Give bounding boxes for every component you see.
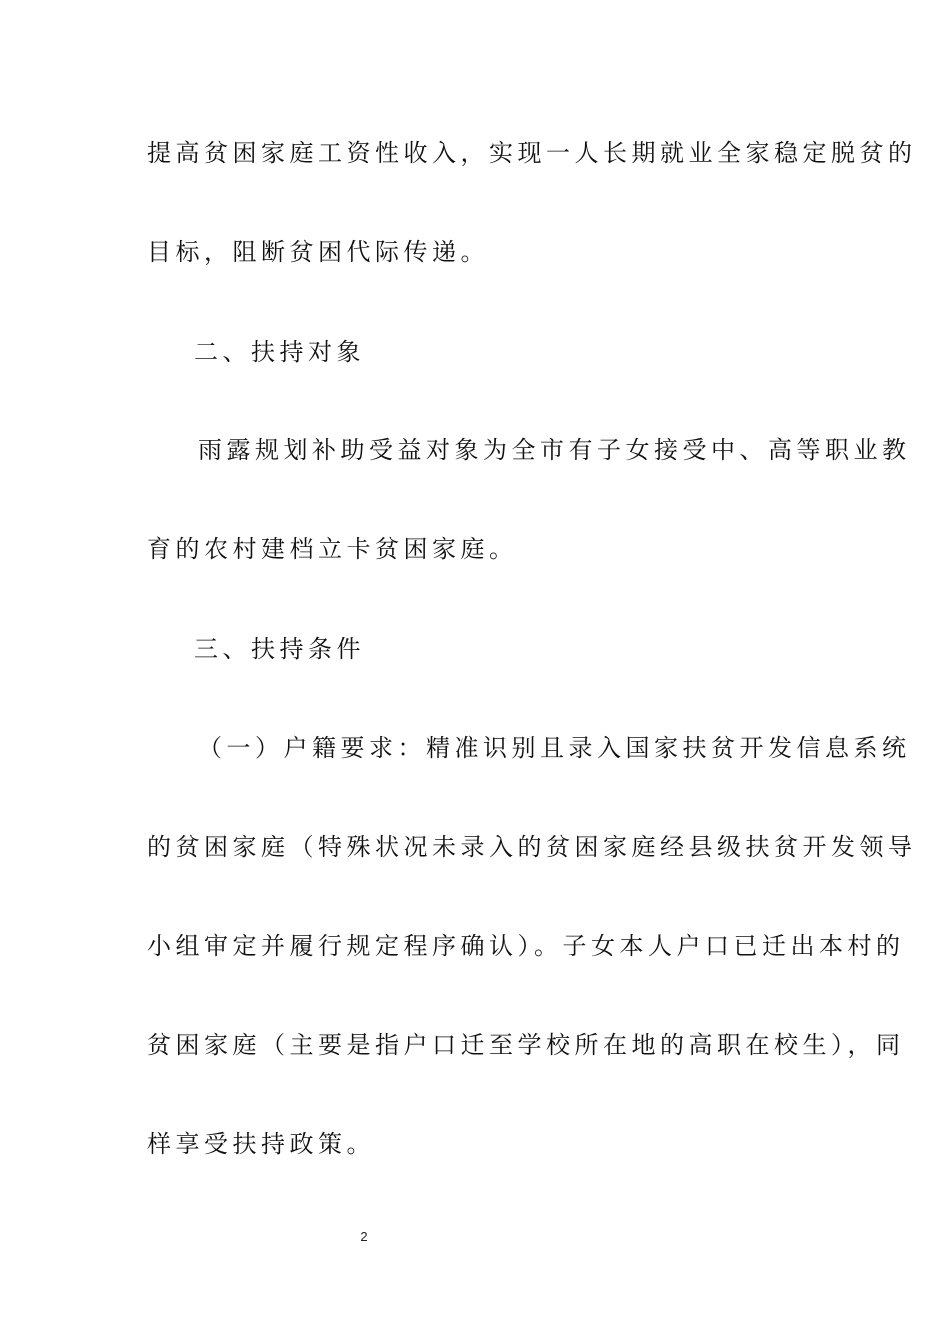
section-heading: 二、扶持对象 — [194, 338, 365, 366]
page-number: 2 — [360, 1229, 368, 1244]
paragraph-first-line: （一）户籍要求：精准识别且录入国家扶贫开发信息系统 — [198, 734, 911, 762]
body-text-line: 样享受扶持政策。 — [147, 1130, 375, 1158]
body-text-line: 小组审定并履行规定程序确认）。子女本人户口已迁出本村的 — [147, 932, 905, 960]
section-heading: 三、扶持条件 — [194, 635, 365, 663]
paragraph-first-line: 雨露规划补助受益对象为全市有子女接受中、高等职业教 — [198, 436, 911, 464]
body-text-line: 提高贫困家庭工资性收入，实现一人长期就业全家稳定脱贫的 — [147, 139, 917, 167]
body-text-line: 目标，阻断贫困代际传递。 — [147, 238, 489, 266]
body-text-line: 的贫困家庭（特殊状况未录入的贫困家庭经县级扶贫开发领导 — [147, 833, 917, 861]
body-text-line: 育的农村建档立卡贫困家庭。 — [147, 535, 518, 563]
body-text-line: 贫困家庭（主要是指户口迁至学校所在地的高职在校生），同 — [147, 1031, 905, 1059]
